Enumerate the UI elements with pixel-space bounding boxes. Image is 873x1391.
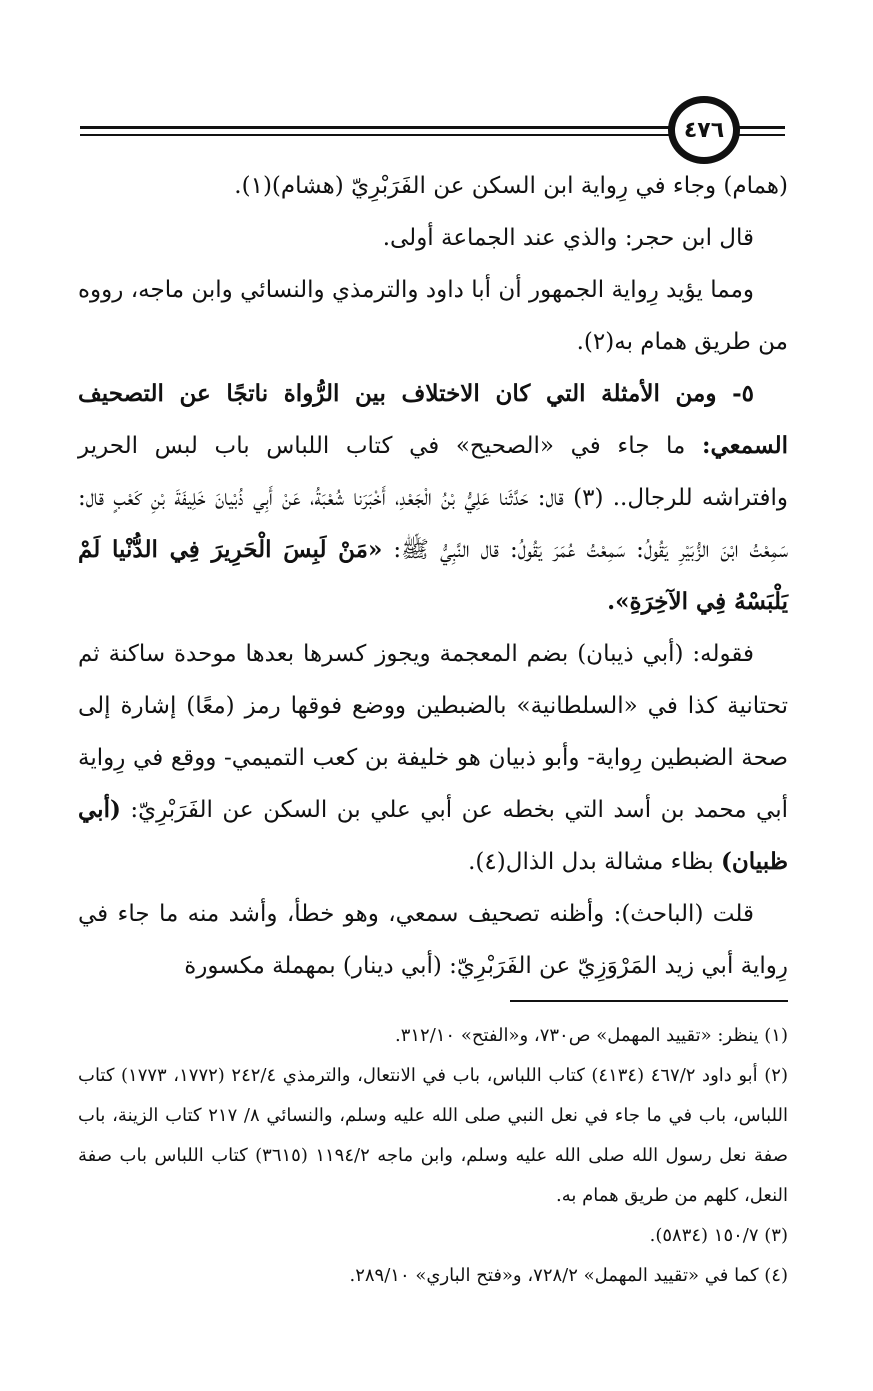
- paragraph-text: فقوله: (أبي ذيبان) بضم المعجمة ويجوز كسرها بعدها موحدة ساكنة ثم تحتانية كذا في «السلطانية» بالضبطين ووضع فوقها رمز (معًا) إشارة إلى صحة الضبطين رِواية- وأبو ذبيان هو خليفة بن كعب التميمي- ووقع في رِواية أبي محمد بن أسد التي بخطه عن أبي علي بن السكن عن الفَرَبْرِيّ:: [78, 641, 788, 823]
- header-rule: [80, 126, 670, 129]
- emphasized-name: (أبي ظبيان): [78, 796, 788, 875]
- paragraph: قلت (الباحث): وأظنه تصحيف سمعي، وهو خطأ، وأشد منه ما جاء في رِواية أبي زيد المَرْوَزِيّ عن الفَرَبْرِيّ: (أبي دينار) بمهملة مكسورة: [78, 901, 788, 979]
- paragraph: (همام) وجاء في رِواية ابن السكن عن الفَرَبْرِيّ (هشام)(١).: [234, 173, 788, 199]
- footnote: (٣) ١٥٠/٧ (٥٨٣٤).: [649, 1225, 788, 1246]
- page-number: ٤٧٦: [668, 96, 740, 164]
- footnote-divider: [510, 1000, 788, 1002]
- main-text: [78, 160, 788, 992]
- paragraph: [78, 368, 788, 628]
- hadith-quote: «مَنْ لَبِسَ الْحَرِيرَ فِي الدُّنْيا لَمْ يَلْبَسْهُ فِي الآخِرَةِ».: [78, 536, 788, 615]
- header-rule: [738, 126, 785, 129]
- header-rule: [80, 134, 670, 136]
- paragraph: ومما يؤيد رِواية الجمهور أن أبا داود والترمذي والنسائي وابن ماجه، رووه من طريق همام به(٢).: [78, 277, 788, 355]
- paragraph-text: ما جاء في «الصحيح» في كتاب اللباس باب لبس الحرير وافتراشه للرجال.. (٣) قال: حَدَّثَنا عَلِيُّ بْنُ الْجَعْدِ، أَخْبَرَنا شُعْبَةُ، عَنْ أَبِي ذُبْيانَ خَلِيفَةَ بْنِ كَعْبٍ قال: سَمِعْتُ ابْنَ الزُّبَيْرِ يَقُولُ: سَمِعْتُ عُمَرَ يَقُولُ: قال النَّبِيُّ ﷺ:: [78, 433, 789, 563]
- paragraph: [78, 628, 788, 888]
- paragraph-text: بظاء مشالة بدل الذال(٤).: [468, 849, 714, 875]
- section-heading: ٥- ومن الأمثلة التي كان الاختلاف بين الرُّواة ناتجًا عن التصحيف السمعي:: [78, 380, 788, 459]
- header-rule: [738, 134, 785, 136]
- footnotes: [78, 1016, 788, 1296]
- footnote: (١) ينظر: «تقييد المهمل» ص٧٣٠، و«الفتح» ٣١٢/١٠.: [394, 1025, 788, 1046]
- footnote: (٢) أبو داود ٤٦٧/٢ (٤١٣٤) كتاب اللباس، باب في الانتعال، والترمذي ٢٤٢/٤ (١٧٧٢، ١٧٧٣) كتاب اللباس، باب في ما جاء في نعل النبي صلى الله عليه وسلم، والنسائي ٨/ ٢١٧ كتاب الزينة، باب صفة نعل رسول الله صلى الله عليه وسلم، وابن ماجه ١١٩٤/٢ (٣٦١٥) كتاب اللباس باب صفة النعل، كلهم من طريق همام به.: [78, 1065, 789, 1206]
- paragraph: قال ابن حجر: والذي عند الجماعة أولى.: [382, 225, 754, 251]
- footnote: (٤) كما في «تقييد المهمل» ٧٢٨/٢، و«فتح الباري» ٢٨٩/١٠.: [349, 1265, 788, 1286]
